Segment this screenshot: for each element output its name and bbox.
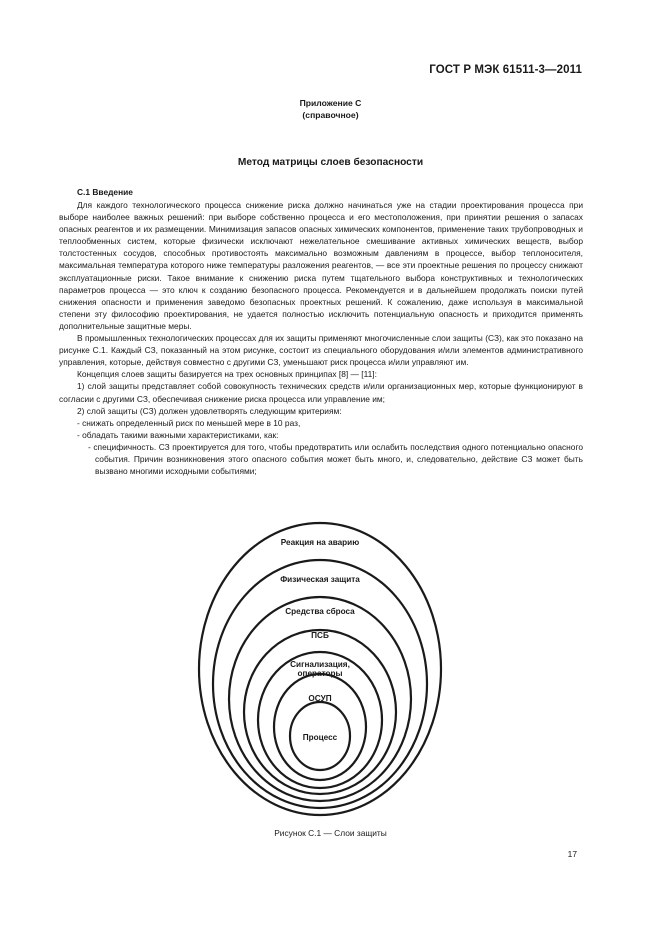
figure-caption: Рисунок С.1 — Слои защиты: [274, 828, 387, 838]
layer-ring-bpcs: [274, 674, 366, 780]
criterion-specificity: - специфичность. СЗ проектируется для того, чтобы предотвратить или ослабить последствия одного потенциально опасного события. Причин возникновения этого опасного события может быть много, и, следовательно, действие СЗ может быть вызвано многими исходными событиями;: [88, 441, 583, 477]
layer-label-process: Процесс: [302, 733, 338, 742]
principle-2: 2) слой защиты (СЗ) должен удовлетворять следующим критериям:: [77, 405, 342, 416]
layer-label-bpcs: ОСУП: [308, 694, 332, 703]
section-heading: С.1 Введение: [77, 187, 133, 197]
criterion-characteristics: - обладать такими важными характеристиками, как:: [77, 429, 279, 440]
body-text: [59, 199, 583, 477]
layer-label-emergency-response: Реакция на аварию: [280, 538, 360, 547]
layer-label-physical-protection: Физическая защита: [280, 575, 360, 584]
layer-label-relief-devices: Средства сброса: [285, 607, 355, 616]
layer-label-operators: операторы: [297, 669, 343, 678]
paragraph-concept: Концепция слоев защиты базируется на трех основных принципах [8] — [11]:: [77, 369, 377, 380]
paragraph-layers: В промышленных технологических процессах для их защиты применяют многочисленные слои защиты (СЗ), как это показано на рисунке С.1. Каждый СЗ, показанный на этом рисунке, состоит из специального оборудования и/или элементов административного управления, которые, действуя совместно с другими СЗ, уменьшают риск процесса и/или управляют им.: [59, 333, 583, 368]
paragraph-intro: Для каждого технологического процесса снижение риска должно начинаться уже на стадии проектирования процесса при выборе наиболее важных решений: при выборе собственно процесса и его местоположения, при принятии решения о запасах опасных реагентов и их размещении. Минимизация запасов опасных химических компонентов, применение таких трубопроводных и теплообменных систем, которые физически исключают нежелательное смешивание активных химических веществ, выбор толстостенных сосудов, способных противостоять максимально возможным давлениям в процессе, выбор теплоносителя, максимальная температура которого ниже температуры разложения реагентов, — все эти проектные решения по процессу снижают эксплуатационные риски. Такое внимание к снижению риска путем тщательного выбора конструктивных и технологических параметров процесса — это ключ к созданию безопасного процесса. Рекомендуется и в дальнейшем продолжать поиски путей снижения опасности и применения заведомо безопасных проектных решений. К сожалению, даже используя в максимальной степени эту философию проектирования, не удается полностью исключить потенциальную опасность и приходится применять дополнительные защитные меры.: [59, 200, 583, 331]
document-code: ГОСТ Р МЭК 61511-3—2011: [429, 64, 582, 76]
page-number: 17: [567, 849, 577, 859]
layer-label-sis: ПСБ: [311, 631, 329, 640]
page-title: Метод матрицы слоев безопасности: [237, 157, 424, 168]
principle-1: 1) слой защиты представляет собой совокупность технических средств и/или организационных мер, которые функционируют в согласии с другими СЗ, обеспечивая снижение риска процесса или управление им;: [59, 381, 583, 404]
protection-layers-figure: [190, 520, 470, 826]
annex-heading: [0, 98, 661, 121]
annex-status: (справочное): [302, 109, 359, 120]
criterion-risk: - снижать определенный риск по меньшей мере в 10 раз,: [77, 417, 301, 428]
layer-label-alarms: Сигнализация,: [290, 660, 350, 669]
annex-title: Приложение С: [299, 98, 362, 108]
